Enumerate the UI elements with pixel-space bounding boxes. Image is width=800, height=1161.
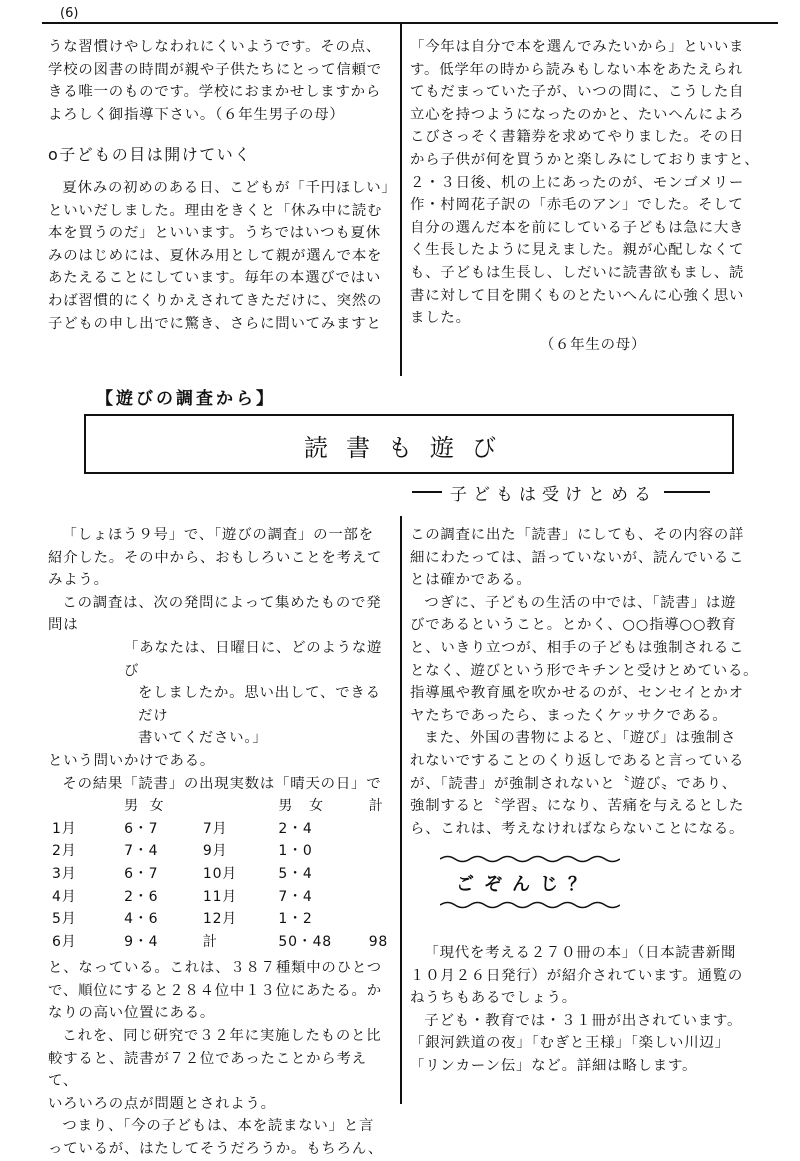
lower-right-column xyxy=(410,524,776,840)
lower-left-column xyxy=(48,524,394,1161)
text-line: が、「読書」が強制されないと〝遊び〟であり、 xyxy=(410,775,737,792)
value-cell: 2・6 xyxy=(124,888,159,905)
text-line: 細にわたっては、語っていないが、読んでいるこ xyxy=(410,549,745,566)
top-rule xyxy=(42,22,778,24)
table-row xyxy=(52,908,394,931)
article-title: 読書も遊び xyxy=(304,434,514,462)
text-line: く生長したように見えました。親が心配しなくて xyxy=(410,242,745,259)
text-line: 「銀河鉄道の夜」「むぎと王様」「楽しい川辺」 xyxy=(410,1035,730,1052)
text-line: とは確かである。 xyxy=(410,572,532,589)
subsection-heading: o子どもの目は開けていく xyxy=(48,145,252,165)
value-cell: 1・2 xyxy=(278,911,313,928)
text-line: も、子どもは生長し、しだいに読書欲もまし、読 xyxy=(410,264,745,281)
month-cell: 9月 xyxy=(202,843,228,860)
wavy-ornament-bottom xyxy=(440,900,620,910)
text-line: 強制すると〝学習〟になり、苦痛を与えるとした xyxy=(410,798,745,815)
text-line: 作・村岡花子訳の「赤毛のアン」でした。そして xyxy=(410,197,744,214)
text-line: 子どもの申し出でに驚き、さらに問いてみますと xyxy=(48,315,382,332)
text-line: 立心を持つようになったのかと、たいへんによろ xyxy=(410,106,745,123)
header-male: 男 xyxy=(278,798,294,815)
value-cell: 4・6 xyxy=(124,911,159,928)
text-line: ました。 xyxy=(410,310,471,327)
quote-line: をしましたか。思い出して、できるだけ xyxy=(138,685,381,724)
upper-left-column xyxy=(48,36,397,335)
table-header-row xyxy=(52,795,394,818)
text-line: つまり、「今の子どもは、本を読まない」と言 xyxy=(62,1118,375,1135)
text-line: いろいろの点が問題とされよう。 xyxy=(48,1095,276,1112)
text-line: これを、同じ研究で３２年に実施したものと比 xyxy=(62,1028,382,1045)
text-line: ら、これは、考えなければならないことになる。 xyxy=(410,820,745,837)
text-line: こびさっそく書籍券を求めてやりました。その日 xyxy=(410,129,745,146)
lower-column-divider xyxy=(400,516,402,1104)
total-cell xyxy=(369,840,394,863)
header-female: 女 xyxy=(149,798,165,815)
text-line: 較すると、読書が７２位であったことから考えて、 xyxy=(48,1050,367,1090)
value-cell: 9・4 xyxy=(124,933,159,950)
text-line: という問いかけである。 xyxy=(48,752,216,769)
month-cell: 計 xyxy=(202,933,218,950)
table-row xyxy=(52,931,394,954)
text-line: となく、遊びという形でキチンと受けとめている。 xyxy=(410,662,759,679)
month-cell: 11月 xyxy=(202,888,238,905)
header-total: 計 xyxy=(368,798,384,815)
text-line: つぎに、子どもの生活の中では、「読書」は遊 xyxy=(424,594,737,611)
text-line: 学校の図書の時間が親や子供たちにとって信頼で xyxy=(48,61,382,78)
text-line: ２・３日後、机の上にあったのが、モンゴメリー xyxy=(410,174,745,191)
wavy-ornament-top xyxy=(440,854,620,864)
subtitle-rule-left xyxy=(412,491,442,493)
total-cell xyxy=(369,863,394,886)
header-male: 男 xyxy=(124,798,139,815)
kozonji-title: ごぞんじ？ xyxy=(456,874,596,895)
text-line: 「リンカーン伝」など。詳細は略します。 xyxy=(410,1057,698,1074)
month-cell: 3月 xyxy=(52,865,77,882)
text-line: １０月２６日発行）が紹介されています。通覧の xyxy=(410,967,744,984)
text-line: その結果「読書」の出現実数は「晴天の日」で xyxy=(62,775,382,792)
text-line: 自分の選んだ本を前にしている子どもは急に大き xyxy=(410,219,745,236)
text-line: っているが、はたしてそうだろうか。もちろん、 xyxy=(48,1141,384,1158)
text-line: この調査は、次の発問によって集めたもので発 xyxy=(62,594,382,611)
text-line: 書に対して目を開くものとたいへんに心強く思い xyxy=(410,287,745,304)
text-line: れないですることのくり返しであると言っている xyxy=(410,752,745,769)
month-cell: 6月 xyxy=(52,933,77,950)
subtitle-rule-right xyxy=(664,491,710,493)
text-line: 「今年は自分で本を選んでみたいから」といいま xyxy=(410,39,745,55)
title-box xyxy=(84,414,734,474)
text-line: といいだしました。理由をきくと「休み中に読む xyxy=(48,202,383,219)
text-line: 本を買うのだ」といいます。うちではいつも夏休 xyxy=(48,225,381,242)
text-line: 子ども・教育では・３１冊が出されています。 xyxy=(424,1012,743,1029)
text-line: から子供が何を買うかと楽しみにしておりますと、 xyxy=(410,151,760,168)
text-line: てもだまっていた子が、いつの間に、こうした自 xyxy=(410,84,745,101)
value-cell: 50・48 xyxy=(278,933,333,950)
text-line: 指導風や教育風を吹かせるのが、センセイとかオ xyxy=(410,685,744,702)
value-cell: 7・4 xyxy=(124,843,159,860)
text-line: す。低学年の時から読みもしない本をあたえられ xyxy=(410,61,744,78)
month-cell: 7月 xyxy=(202,820,228,837)
month-cell: 5月 xyxy=(52,911,77,928)
month-cell: 2月 xyxy=(52,843,77,860)
value-cell: 7・4 xyxy=(278,888,313,905)
value-cell: 1・0 xyxy=(278,843,313,860)
value-cell: 6・7 xyxy=(124,820,159,837)
text-line: よろしく御指導下さい。（６年生男子の母） xyxy=(48,106,345,123)
month-cell: 1月 xyxy=(52,820,77,837)
table-row xyxy=(52,886,394,909)
header-female: 女 xyxy=(308,798,324,815)
text-line: 問は xyxy=(48,617,79,634)
text-line: 「しょほう９号」で、「遊びの調査」の一部を xyxy=(62,527,374,543)
kozonji-column xyxy=(410,942,776,1078)
page-number: (6) xyxy=(60,6,79,21)
value-cell: 6・7 xyxy=(124,865,159,882)
text-line: と、いきり立つが、相手の子どもは強制されるこ xyxy=(410,639,745,656)
text-line: あたえることにしています。毎年の本選びではい xyxy=(48,270,382,287)
subtitle-row xyxy=(412,480,712,504)
text-line: みよう。 xyxy=(48,572,109,589)
text-line: ねうちもあるでしょう。 xyxy=(410,990,577,1007)
reading-count-table xyxy=(52,795,394,953)
text-line: なりの高い位置にある。 xyxy=(48,1005,216,1022)
value-cell: 2・4 xyxy=(278,820,313,837)
upper-right-column xyxy=(410,36,776,356)
text-line: 「現代を考える２７０冊の本」（日本読書新聞 xyxy=(424,945,737,961)
total-cell xyxy=(369,908,394,931)
text-line: また、外国の書物によると、「遊び」は強制さ xyxy=(424,730,737,747)
section-tag: 【遊びの調査から】 xyxy=(96,389,276,409)
total-cell xyxy=(369,818,394,841)
quote-line: 「あなたは、日曜日に、どのような遊び xyxy=(124,639,383,679)
article-subtitle: 子どもは受けとめる xyxy=(450,485,657,505)
text-line: 紹介した。その中から、おもしろいことを考えて xyxy=(48,549,383,566)
text-line: びであるということ。とかく、○○指導○○教育 xyxy=(410,617,737,634)
text-line: わば習慣的にくりかえされてきただけに、突然の xyxy=(48,292,383,309)
table-row xyxy=(52,818,394,841)
text-line: 夏休みの初めのある日、こどもが「千円ほしい」 xyxy=(62,179,397,196)
total-cell xyxy=(369,886,394,909)
text-line: と、なっている。これは、３８７種類中のひとつ xyxy=(48,960,382,977)
table-row xyxy=(52,863,394,886)
upper-column-divider xyxy=(400,24,402,376)
signature: （６年生の母） xyxy=(539,336,647,353)
text-line: で、順位にすると２８４位中１３位にあたる。か xyxy=(48,982,382,999)
text-line: みのはじめには、夏休み用として親が選んで本を xyxy=(48,247,383,264)
text-line: うな習慣けやしなわれにくいようです。その点、 xyxy=(48,39,382,55)
text-line: きる唯一のものです。学校におまかせしますから xyxy=(48,84,382,101)
month-cell: 10月 xyxy=(202,865,238,882)
text-line: この調査に出た「読書」にしても、その内容の詳 xyxy=(410,527,745,543)
table-row xyxy=(52,840,394,863)
total-cell: 98 xyxy=(368,933,389,950)
value-cell: 5・4 xyxy=(278,865,313,882)
month-cell: 4月 xyxy=(52,888,77,905)
month-cell: 12月 xyxy=(202,911,238,928)
quote-line: 書いてください。」 xyxy=(138,730,268,747)
text-line: ヤたちであったら、まったくケッサクである。 xyxy=(410,707,728,724)
